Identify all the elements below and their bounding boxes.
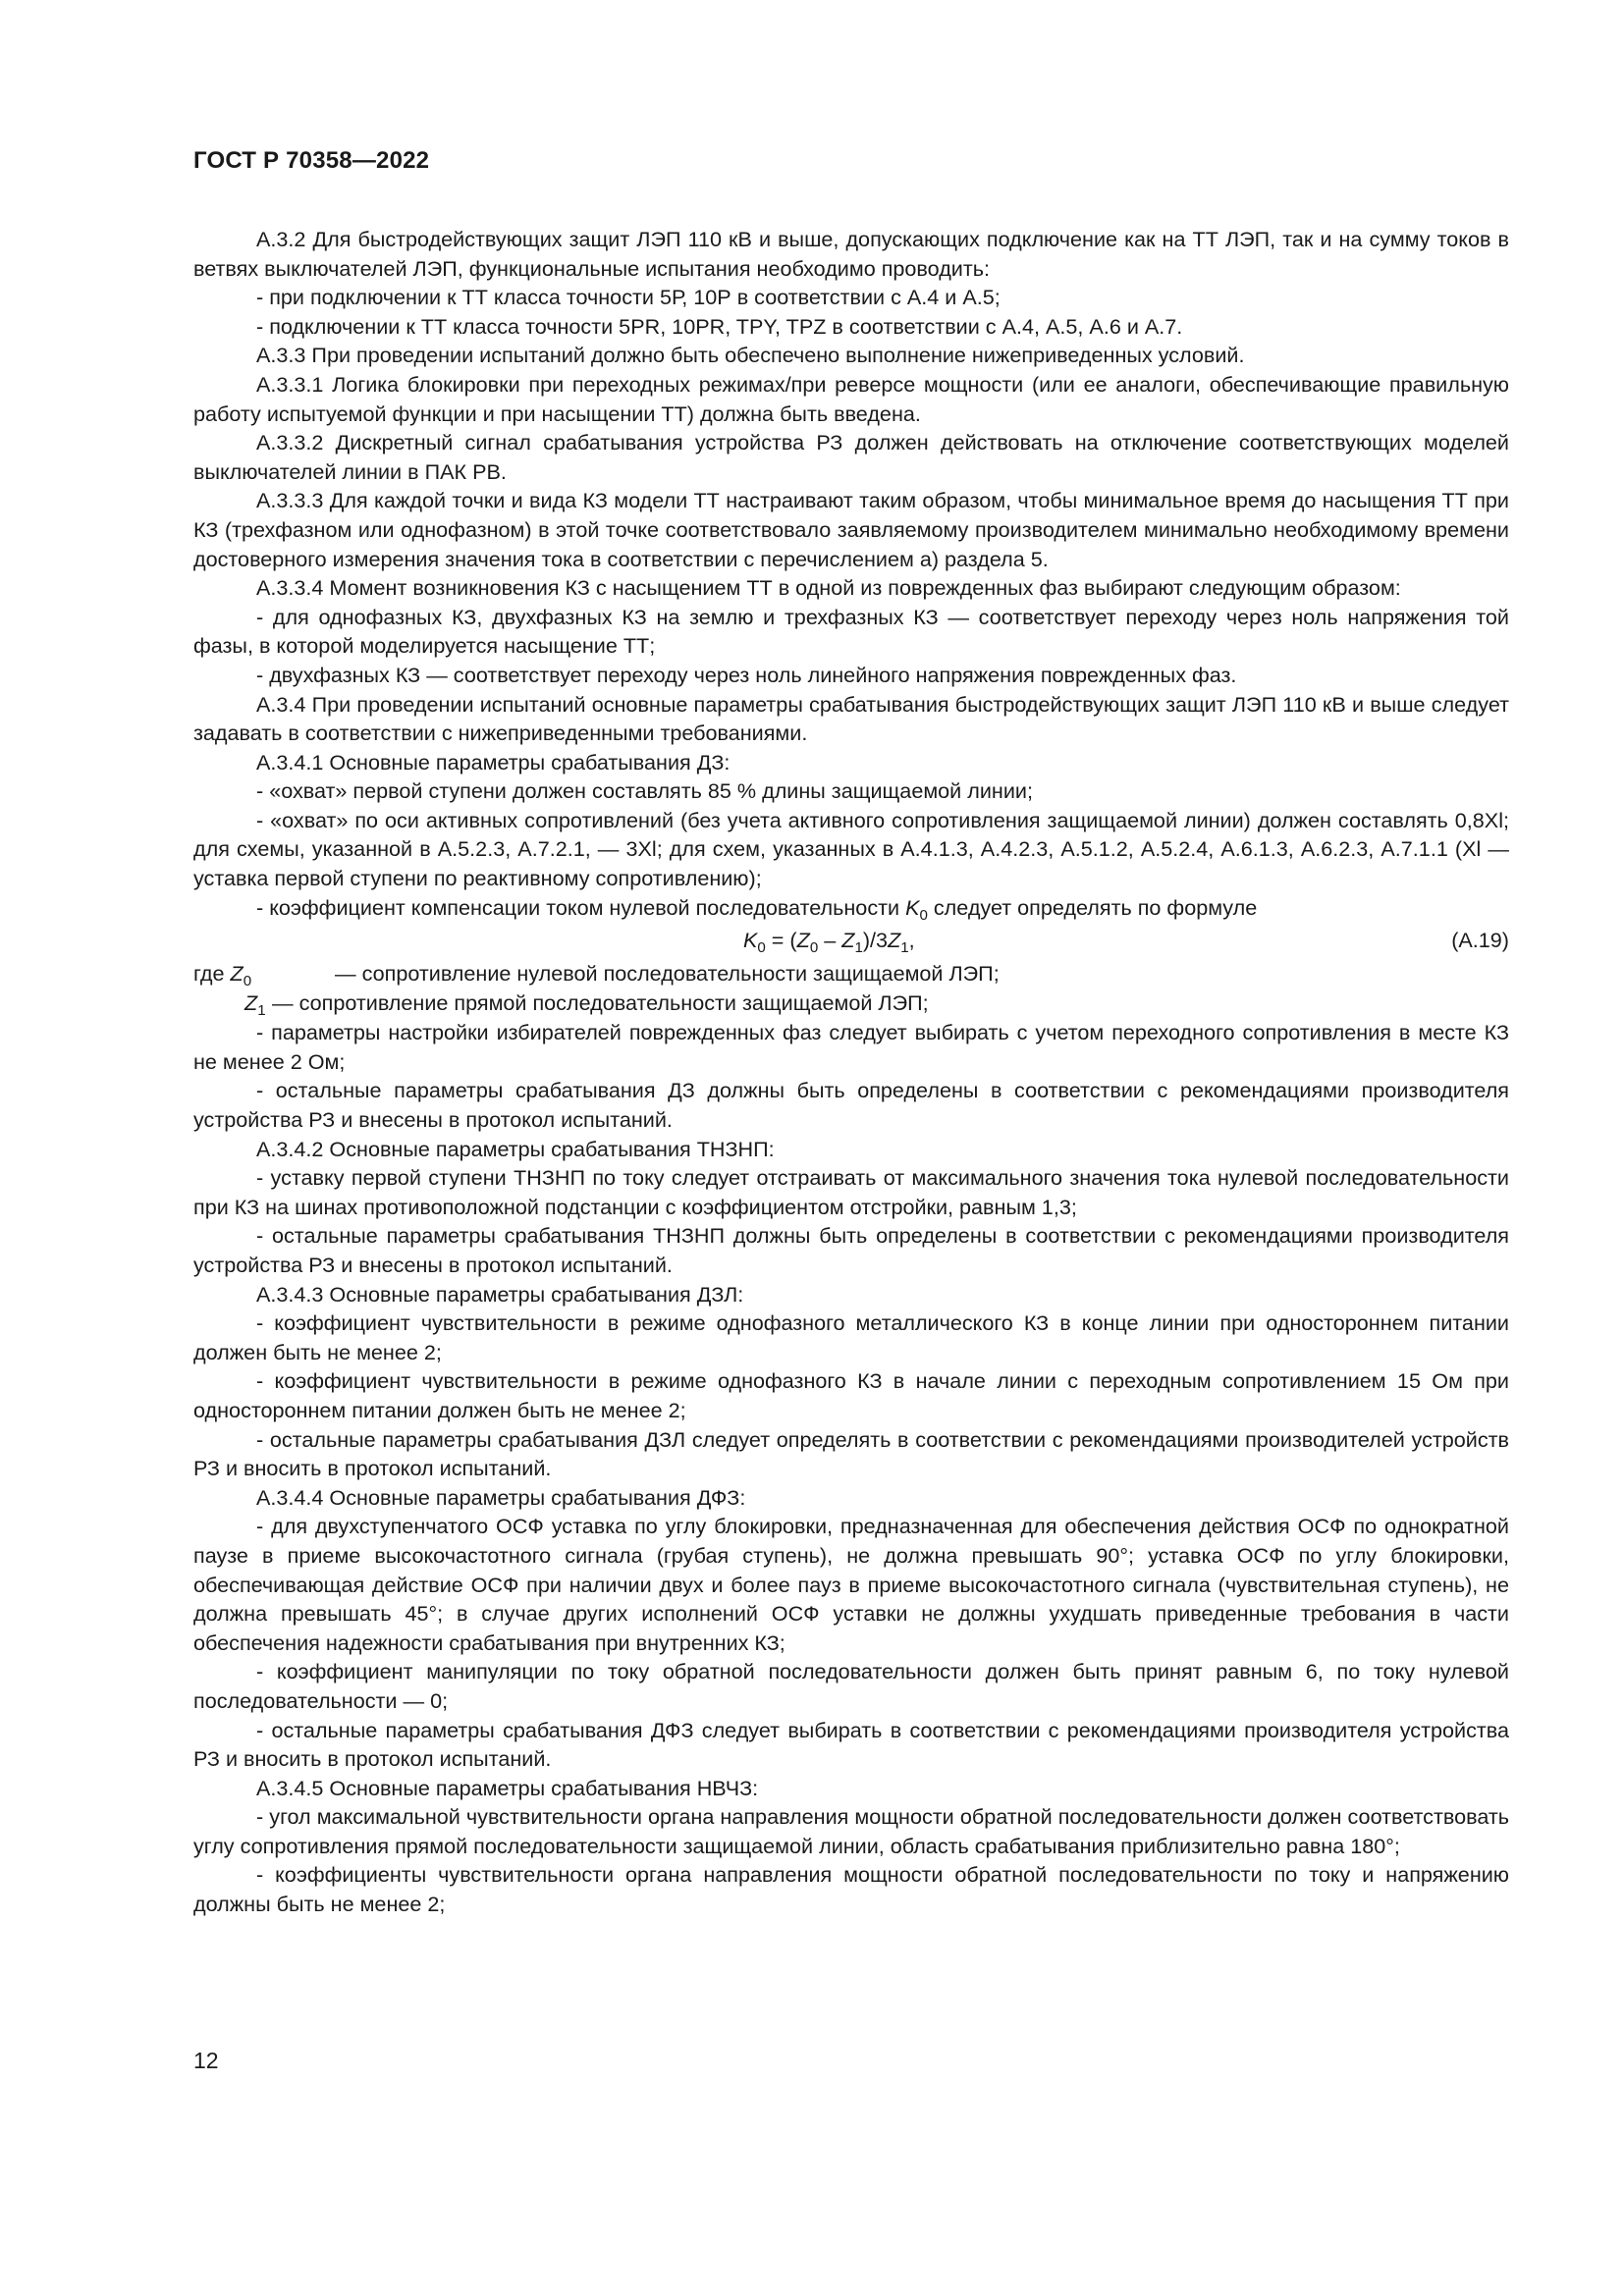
paragraph-k0: - коэффициент компенсации током нулевой последовательности $K_0$ следует определять по формуле (256, 894, 1258, 924)
paragraph: А.3.2 Для быстродействующих защит ЛЭП 110 кВ и выше, допускающих подключение как на ТТ ЛЭП, так и на сумму токов в ветвях выключателей ЛЭП, функциональные испытания необходимо проводить: (193, 227, 1509, 281)
paragraph: - угол максимальной чувствительности органа направления мощности обратной последовательности должен соответствовать углу сопротивления прямой последовательности защищаемой линии, область срабатывания приблизительно равна 180°; (193, 1804, 1509, 1858)
paragraph: - для однофазных КЗ, двухфазных КЗ на землю и трехфазных КЗ — соответствует переходу через ноль напряжения той фазы, в которой моделируется насыщение ТТ; (193, 604, 1509, 659)
paragraph: - коэффициент чувствительности в режиме однофазного КЗ в начале линии с переходным сопротивлением 15 Ом при одностороннем питании должен быть не менее 2; (193, 1368, 1509, 1422)
paragraph: - коэффициент манипуляции по току обратной последовательности должен быть принят равным 6, по току нулевой последовательности — 0; (193, 1659, 1509, 1713)
paragraph: А.3.4 При проведении испытаний основные параметры срабатывания быстродействующих защит ЛЭП 110 кВ и выше следует задавать в соответствии с нижеприведенными требованиями. (193, 691, 1509, 746)
paragraph: А.3.4.1 Основные параметры срабатывания ДЗ: (256, 749, 731, 774)
paragraph: А.3.3.1 Логика блокировки при переходных режимах/при реверсе мощности (или ее аналоги, обеспечивающие правильную работу испытуемой функции и при насыщении ТТ) должна быть введена. (193, 371, 1509, 426)
paragraph: А.3.4.5 Основные параметры срабатывания НВЧЗ: (256, 1775, 759, 1800)
page-number: 12 (193, 2048, 219, 2073)
paragraph: - уставку первой ступени ТНЗНП по току следует отстраивать от максимального значения тока нулевой последовательности при КЗ на шинах противоположной подстанции с коэффициентом отстройки, равным 1,3; (193, 1165, 1509, 1219)
where-label: где (193, 961, 225, 987)
paragraph: - остальные параметры срабатывания ДЗ должны быть определены в соответствии с рекомендациями производителя устройства РЗ и внесены в протокол испытаний. (193, 1078, 1509, 1133)
paragraph: - параметры настройки избирателей поврежденных фаз следует выбирать с учетом переходного сопротивления в месте КЗ не менее 2 Ом; (193, 1020, 1509, 1074)
formula-number: (А.19) (1451, 928, 1509, 953)
paragraph: А.3.4.3 Основные параметры срабатывания ДЗЛ: (256, 1281, 744, 1307)
paragraph: А.3.4.2 Основные параметры срабатывания ТНЗНП: (256, 1136, 775, 1161)
paragraph: - подключении к ТТ класса точности 5PR, 10PR, TPY, TPZ в соответствии с А.4, А.5, А.6 и А.7. (256, 313, 1183, 339)
document-header: ГОСТ Р 70358—2022 (193, 147, 430, 174)
paragraph: А.3.4.4 Основные параметры срабатывания ДФЗ: (256, 1484, 746, 1510)
paragraph: - при подключении к ТТ класса точности 5Р, 10Р в соответствии с А.4 и А.5; (256, 285, 1001, 310)
paragraph: - остальные параметры срабатывания ДЗЛ следует определять в соответствии с рекомендациями производителей устройств РЗ и вносить в протокол испытаний. (193, 1426, 1509, 1481)
paragraph: - остальные параметры срабатывания ДФЗ следует выбирать в соответствии с рекомендациями производителя устройства РЗ и вносить в протокол испытаний. (193, 1717, 1509, 1772)
paragraph-group-bottom (193, 1018, 1509, 1918)
paragraph: - двухфазных КЗ — соответствует переходу через ноль линейного напряжения поврежденных фаз. (256, 662, 1237, 687)
paragraph: - коэффициенты чувствительности органа направления мощности обратной последовательности по току и напряжению должны быть не менее 2; (193, 1862, 1509, 1917)
definition-z1-text: — сопротивление прямой последовательности защищаемой ЛЭП; (272, 990, 929, 1016)
paragraph: А.3.3.2 Дискретный сигнал срабатывания устройства РЗ должен действовать на отключение соответствующих моделей выключателей линии в ПАК РВ. (193, 430, 1509, 484)
definition-z0-text: — сопротивление нулевой последовательности защищаемой ЛЭП; (335, 961, 1000, 987)
formula-expression: $K_0 = (Z_0 - Z_1)/3Z_1$, (743, 928, 915, 957)
paragraph: - для двухступенчатого ОСФ уставка по углу блокировки, предназначенная для обеспечения действия ОСФ по однократной паузе в приеме высокочастотного сигнала (грубая ступень), не должна превышать 90°; уставка ОСФ по углу блокировки, обеспечивающая действие ОСФ при наличии двух и более пауз в приеме высокочастотного сигнала (чувствительная ступень), не должна превышать 45°; в случае других исполнений ОСФ уставки не должны ухудшать приведенные требования в части обеспечения надежности срабатывания при внутренних КЗ; (193, 1514, 1509, 1655)
definition-z0: где $Z_0$ — сопротивление нулевой последовательности защищаемой ЛЭП; (193, 961, 1000, 990)
paragraph-group-top (193, 225, 1509, 893)
definition-z1: $Z_1$ — сопротивление прямой последовательности защищаемой ЛЭП; (244, 990, 929, 1020)
formula-a19 (193, 924, 1509, 959)
paragraph: А.3.3 При проведении испытаний должно быть обеспечено выполнение нижеприведенных условий. (256, 343, 1245, 368)
paragraph: - «охват» первой ступени должен составлять 85 % длины защищаемой линии; (256, 778, 1033, 804)
paragraph: - «охват» по оси активных сопротивлений (без учета активного сопротивления защищаемой линии) должен составлять 0,8Xl; для схемы, указанной в А.5.2.3, А.7.2.1, — 3Xl; для схем, указанных в А.4.1.3, А.4.2.3, А.5.1.2, А.5.2.4, А.6.1.3, А.6.2.3, А.7.1.1 (Xl — уставка первой ступени по реактивному сопротивлению); (193, 807, 1509, 891)
paragraph: - коэффициент чувствительности в режиме однофазного металлического КЗ в конце линии при одностороннем питании должен быть не менее 2; (193, 1310, 1509, 1364)
document-body (193, 225, 1509, 1919)
paragraph: - остальные параметры срабатывания ТНЗНП должны быть определены в соответствии с рекомендациями производителя устройства РЗ и внесены в протокол испытаний. (193, 1223, 1509, 1277)
paragraph: А.3.3.4 Момент возникновения КЗ с насыщением ТТ в одной из поврежденных фаз выбирают следующим образом: (256, 575, 1401, 601)
paragraph: А.3.3.3 Для каждой точки и вида КЗ модели ТТ настраивают таким образом, чтобы минимальное время до насыщения ТТ при КЗ (трехфазном или однофазном) в этой точке соответствовало заявляемому производителем минимально необходимому времени достоверного измерения значения тока в соответствии с перечислением а) раздела 5. (193, 488, 1509, 571)
